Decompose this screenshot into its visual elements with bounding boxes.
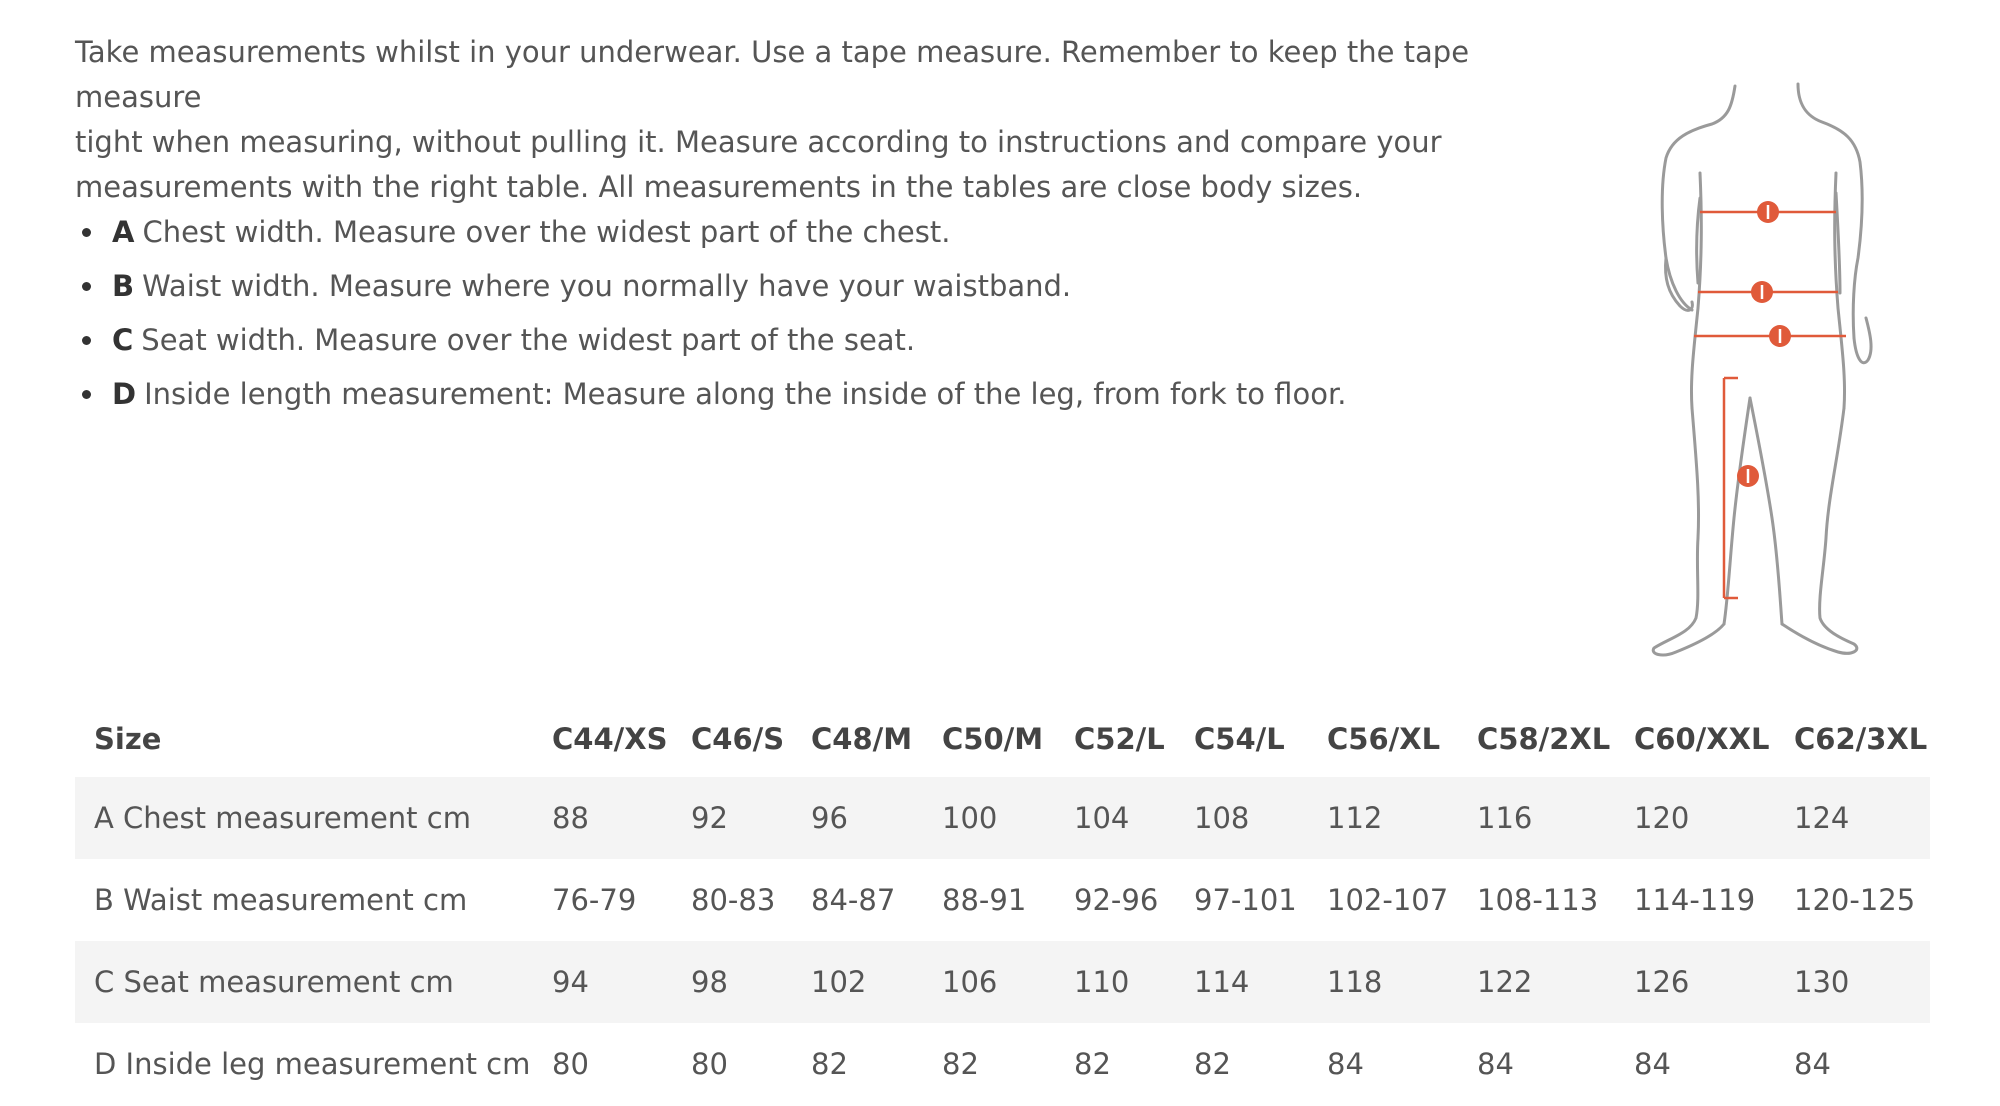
row-label: D Inside leg measurement cm — [94, 1047, 531, 1081]
body-measurement-icon — [1640, 78, 1900, 668]
table-cell: 114-119 — [1634, 883, 1756, 917]
table-cell: 106 — [923, 941, 1055, 1023]
table-cell: 118 — [1308, 941, 1458, 1023]
instructions-paragraph — [75, 30, 1595, 210]
list-item — [78, 205, 1578, 259]
column-header: C62/3XL — [1794, 721, 1928, 756]
body-measurement-figure — [1640, 78, 1900, 668]
table-cell: 98 — [672, 941, 792, 1023]
table-cell: 84 — [1477, 1047, 1514, 1081]
table-cell: 94 — [533, 941, 672, 1023]
column-header: C46/S — [691, 721, 785, 756]
table-cell: 80 — [552, 1047, 589, 1081]
column-header: C60/XXL — [1634, 721, 1770, 756]
size-chart-table — [75, 700, 1930, 1105]
measurement-letter: C — [112, 323, 134, 357]
list-item — [78, 313, 1578, 367]
table-cell: 76-79 — [552, 883, 637, 917]
measurement-letter: B — [112, 269, 135, 303]
column-header: Size — [94, 721, 162, 756]
table-cell: 92-96 — [1074, 883, 1159, 917]
column-header: C56/XL — [1327, 721, 1441, 756]
table-cell: 84 — [1794, 1047, 1831, 1081]
table-cell: 88 — [533, 777, 672, 859]
row-label: C Seat measurement cm — [75, 941, 533, 1023]
table-cell: 108 — [1175, 777, 1308, 859]
table-header-row — [75, 700, 1930, 777]
table-row — [75, 859, 1930, 941]
list-item — [78, 259, 1578, 313]
table-cell: 110 — [1055, 941, 1175, 1023]
measurement-letter: A — [112, 215, 135, 249]
table-cell: 84 — [1634, 1047, 1671, 1081]
table-cell: 96 — [792, 777, 923, 859]
table-cell: 92 — [672, 777, 792, 859]
table-cell: 84-87 — [811, 883, 896, 917]
table-row — [75, 777, 1930, 859]
instructions-line: tight when measuring, without pulling it. Measure according to instructions and compare your — [75, 125, 1442, 159]
bullet-icon — [82, 390, 91, 399]
list-item — [78, 367, 1578, 421]
column-header: C54/L — [1194, 721, 1285, 756]
column-header: C48/M — [811, 721, 913, 756]
table-row — [75, 941, 1930, 1023]
table-cell: 80-83 — [691, 883, 776, 917]
measurement-description: Seat width. Measure over the widest part of the seat. — [141, 323, 916, 357]
row-label: B Waist measurement cm — [94, 883, 468, 917]
table-cell: 102 — [792, 941, 923, 1023]
table-cell: 114 — [1175, 941, 1308, 1023]
table-cell: 104 — [1055, 777, 1175, 859]
table-cell: 120 — [1615, 777, 1775, 859]
measurement-letter: D — [112, 377, 137, 411]
table-cell: 82 — [811, 1047, 848, 1081]
column-header: C52/L — [1074, 721, 1165, 756]
bullet-icon — [82, 282, 91, 291]
table-cell: 122 — [1458, 941, 1615, 1023]
instructions-line: measurements with the right table. All measurements in the tables are close body sizes. — [75, 170, 1363, 204]
table-cell: 82 — [1074, 1047, 1111, 1081]
bullet-icon — [82, 336, 91, 345]
table-cell: 130 — [1775, 941, 1930, 1023]
row-label: A Chest measurement cm — [75, 777, 533, 859]
table-row — [75, 1023, 1930, 1105]
instructions-line: Take measurements whilst in your underwear. Use a tape measure. Remember to keep the tape measure — [75, 35, 1470, 114]
measurement-instructions-list — [78, 205, 1578, 421]
table-cell: 88-91 — [942, 883, 1027, 917]
table-cell: 108-113 — [1477, 883, 1599, 917]
table-cell: 80 — [691, 1047, 728, 1081]
table-cell: 100 — [923, 777, 1055, 859]
measurement-description: Inside length measurement: Measure along the inside of the leg, from fork to floor. — [144, 377, 1347, 411]
table-cell: 84 — [1327, 1047, 1364, 1081]
bullet-icon — [82, 228, 91, 237]
table-cell: 120-125 — [1794, 883, 1916, 917]
table-cell: 112 — [1308, 777, 1458, 859]
measurement-description: Chest width. Measure over the widest part of the chest. — [142, 215, 951, 249]
table-cell: 126 — [1615, 941, 1775, 1023]
table-cell: 82 — [1194, 1047, 1231, 1081]
table-cell: 97-101 — [1194, 883, 1297, 917]
table-cell: 116 — [1458, 777, 1615, 859]
measurement-description: Waist width. Measure where you normally have your waistband. — [142, 269, 1072, 303]
table-cell: 124 — [1775, 777, 1930, 859]
column-header: C50/M — [942, 721, 1044, 756]
column-header: C44/XS — [552, 721, 668, 756]
table-cell: 102-107 — [1327, 883, 1449, 917]
table-cell: 82 — [942, 1047, 979, 1081]
column-header: C58/2XL — [1477, 721, 1611, 756]
